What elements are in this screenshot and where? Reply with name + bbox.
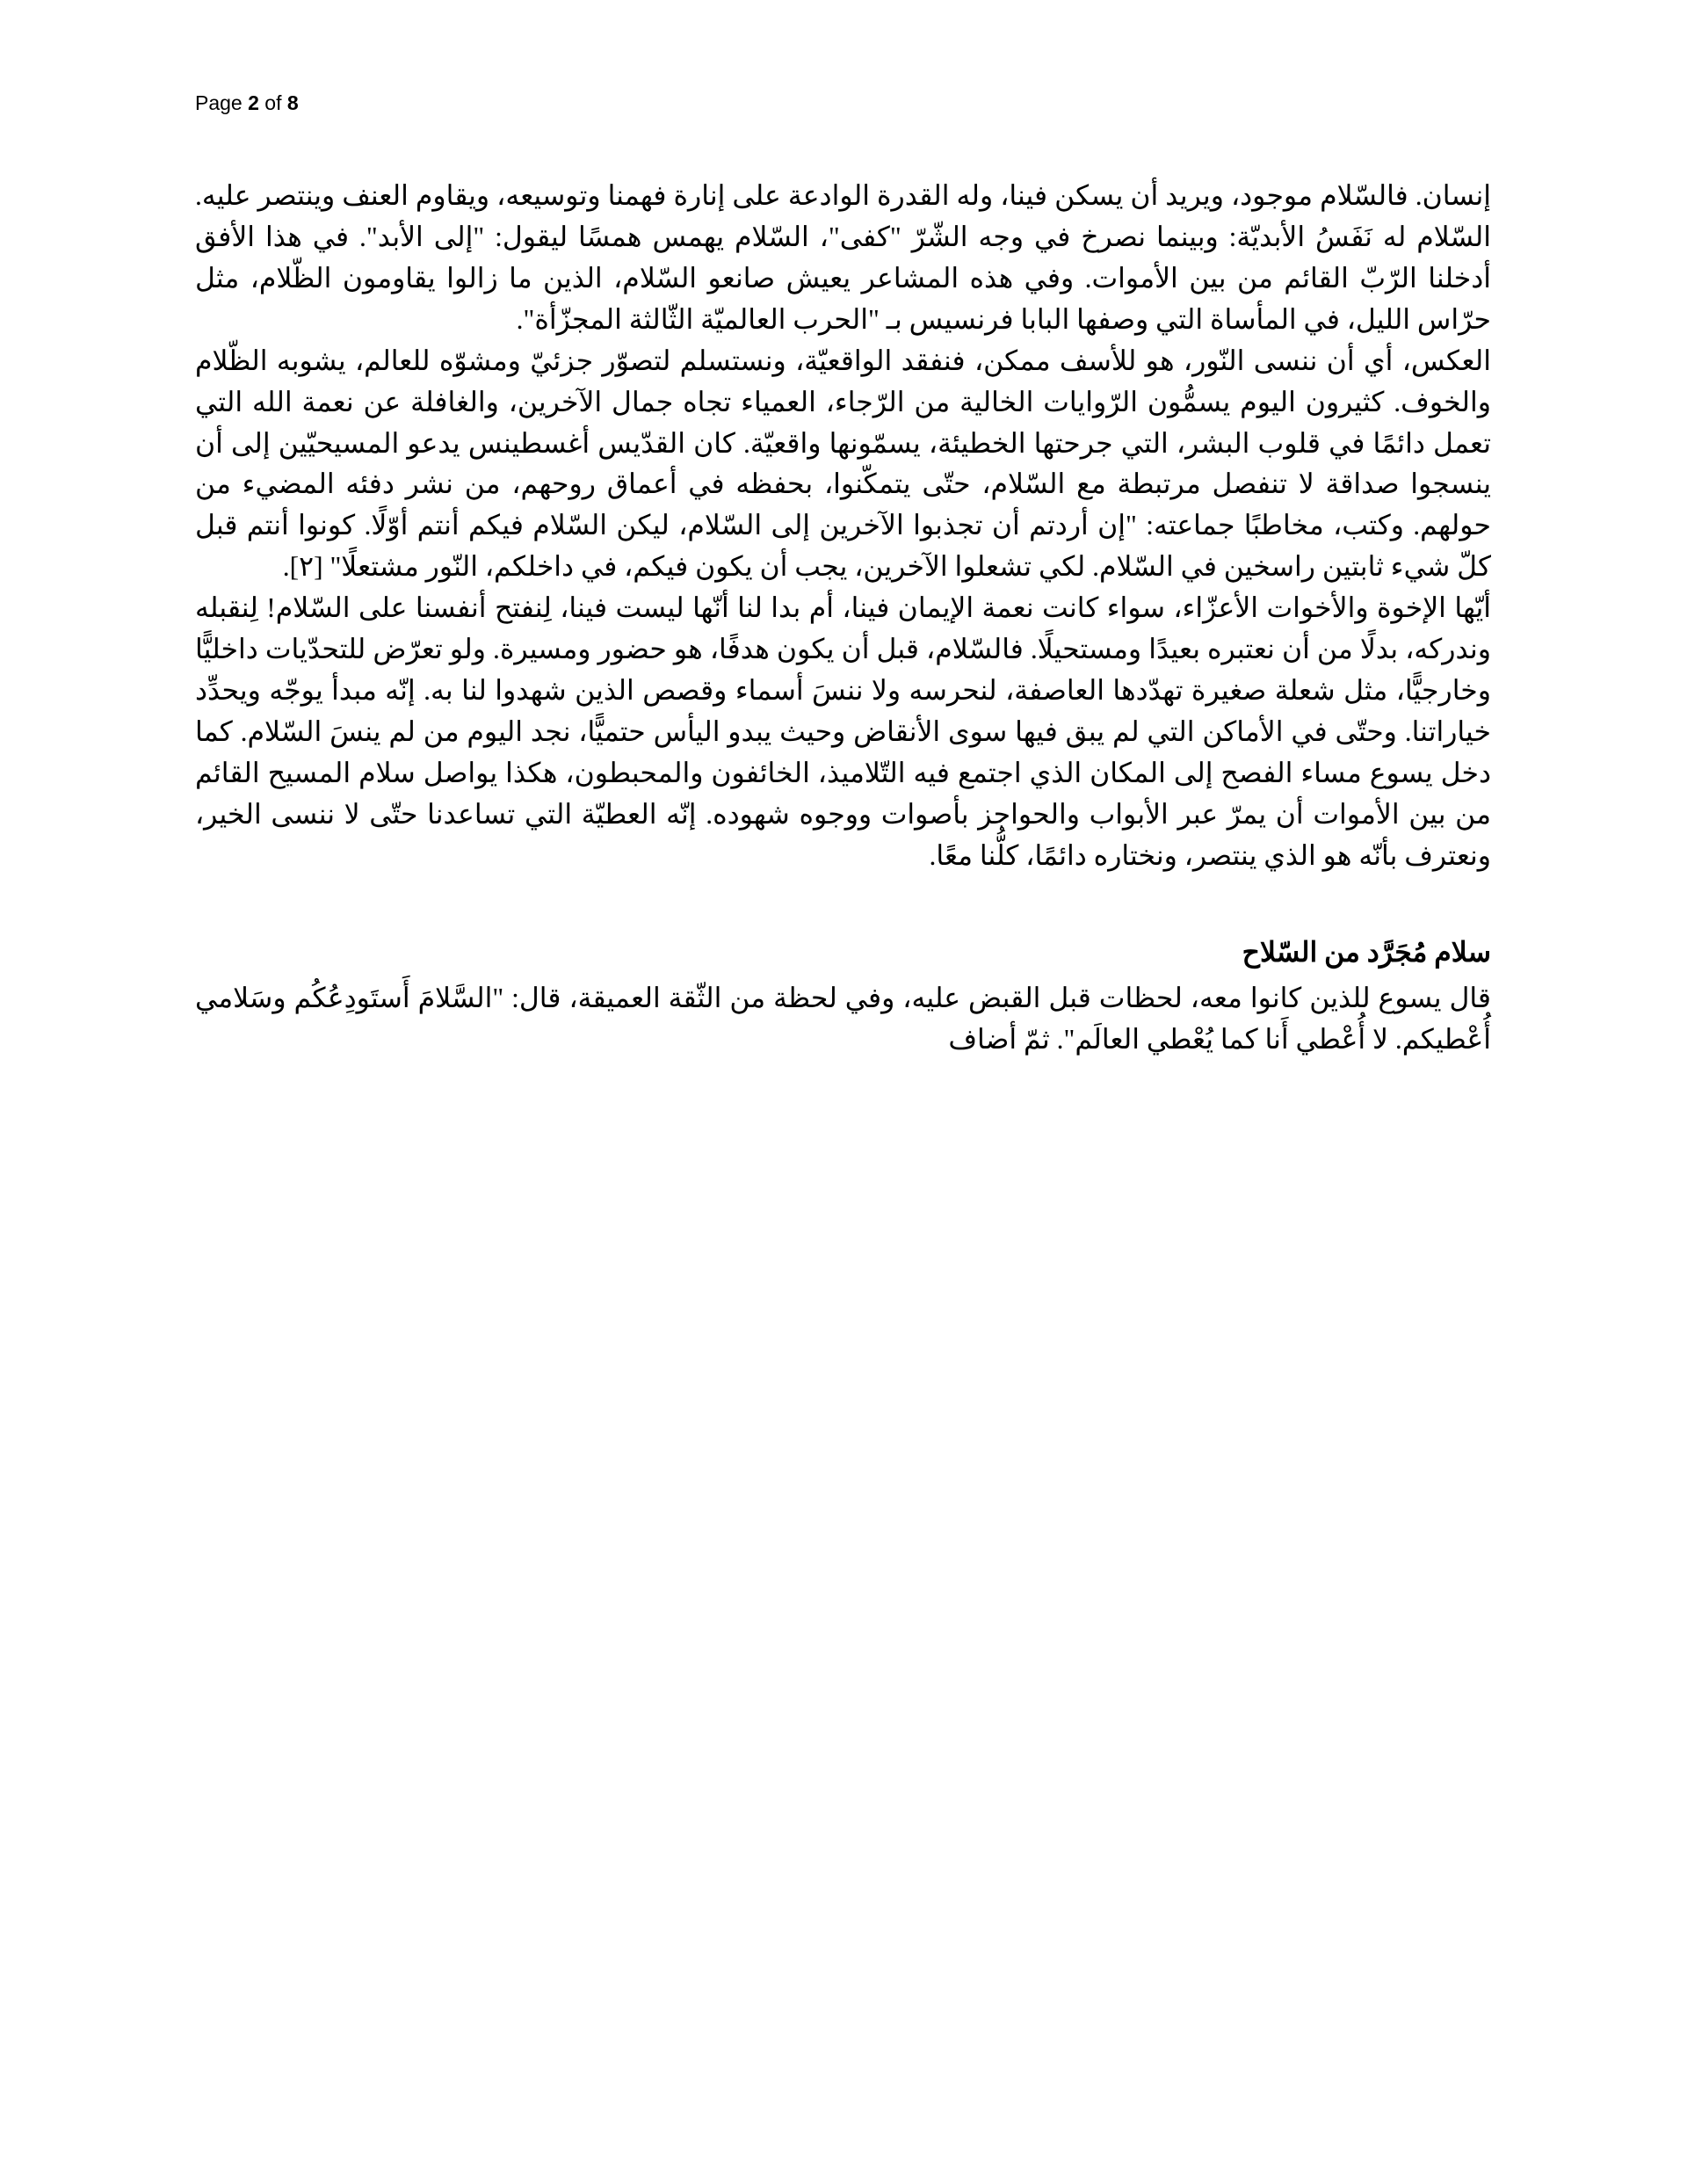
document-body [195, 176, 1491, 1061]
section-heading: سلام مُجَرَّد من السّلاح [1242, 936, 1491, 968]
paragraph-2: العكس، أي أن ننسى النّور، هو للأسف ممكن، فنفقد الواقعيّة، ونستسلم لتصوّر جزئيّ ومشوّه للعالم، يشوبه الظّلام والخوف. كثيرون اليوم يسمُّون الرّوايات الخالية من الرّجاء، العمياء تجاه جمال الآخرين، والغافلة عن نعمة الله التي تعمل دائمًا في قلوب البشر، التي جرحتها الخطيئة، يسمّونها واقعيّة. كان القدّيس أغسطينس يدعو المسيحيّين إلى أن ينسجوا صداقة لا تنفصل مرتبطة مع السّلام، حتّى يتمكّنوا، بحفظه في أعماق روحهم، من نشر دفئه المضيء من حولهم. وكتب، مخاطبًا جماعته: "إن أردتم أن تجذبوا الآخرين إلى السّلام، ليكن السّلام فيكم أنتم أوّلًا. كونوا أنتم قبل كلّ شيء ثابتين راسخين في السّلام. لكي تشعلوا الآخرين، يجب أن يكون فيكم، في داخلكم، النّور مشتعلًا" [٢]. [195, 345, 1491, 583]
page-header [195, 91, 299, 115]
paragraph-1: إنسان. فالسّلام موجود، ويريد أن يسكن فينا، وله القدرة الوادعة على إنارة فهمنا وتوسيعه، ويقاوم العنف وينتصر عليه. السّلام له نَفَسُ الأبديّة: وبينما نصرخ في وجه الشّرّ "كفى"، السّلام يهمس همسًا ليقول: "إلى الأبد". في هذا الأفق أدخلنا الرّبّ القائم من بين الأموات. وفي هذه المشاعر يعيش صانعو السّلام، الذين ما زالوا يقاومون الظّلام، مثل حرّاس الليل، في المأساة التي وصفها البابا فرنسيس بـ "الحرب العالميّة الثّالثة المجزّأة". [195, 180, 1491, 335]
section-spacer [195, 877, 1491, 932]
paragraph-4: قال يسوع للذين كانوا معه، لحظات قبل القبض عليه، وفي لحظة من الثّقة العميقة، قال: "السَّلامَ أَستَودِعُكُم وسَلامي أُعْطيكم. لا أُعْطي أَنا كما يُعْطي العالَم". ثمّ أضاف [195, 982, 1491, 1055]
page-header-text: Page 2 of 8 [195, 91, 299, 114]
paragraph-3: أيّها الإخوة والأخوات الأعزّاء، سواء كانت نعمة الإيمان فينا، أم بدا لنا أنّها ليست فينا، لِنفتح أنفسنا على السّلام! لِنقبله وندركه، بدلًا من أن نعتبره بعيدًا ومستحيلًا. فالسّلام، قبل أن يكون هدفًا، هو حضور ومسيرة. ولو تعرّض للتحدّيات داخليًّا وخارجيًّا، مثل شعلة صغيرة تهدّدها العاصفة، لنحرسه ولا ننسَ أسماء وقصص الذين شهدوا لنا به. إنّه مبدأ يوجّه ويحدِّد خياراتنا. وحتّى في الأماكن التي لم يبق فيها سوى الأنقاض وحيث يبدو اليأس حتميًّا، نجد اليوم من لم ينسَ السّلام. كما دخل يسوع مساء الفصح إلى المكان الذي اجتمع فيه التّلاميذ، الخائفون والمحبطون، هكذا يواصل سلام المسيح القائم من بين الأموات أن يمرّ عبر الأبواب والحواجز بأصوات ووجوه شهوده. إنّه العطيّة التي تساعدنا حتّى لا ننسى الخير، ونعترف بأنّه هو الذي ينتصر، ونختاره دائمًا، كلُّنا معًا. [195, 592, 1491, 871]
